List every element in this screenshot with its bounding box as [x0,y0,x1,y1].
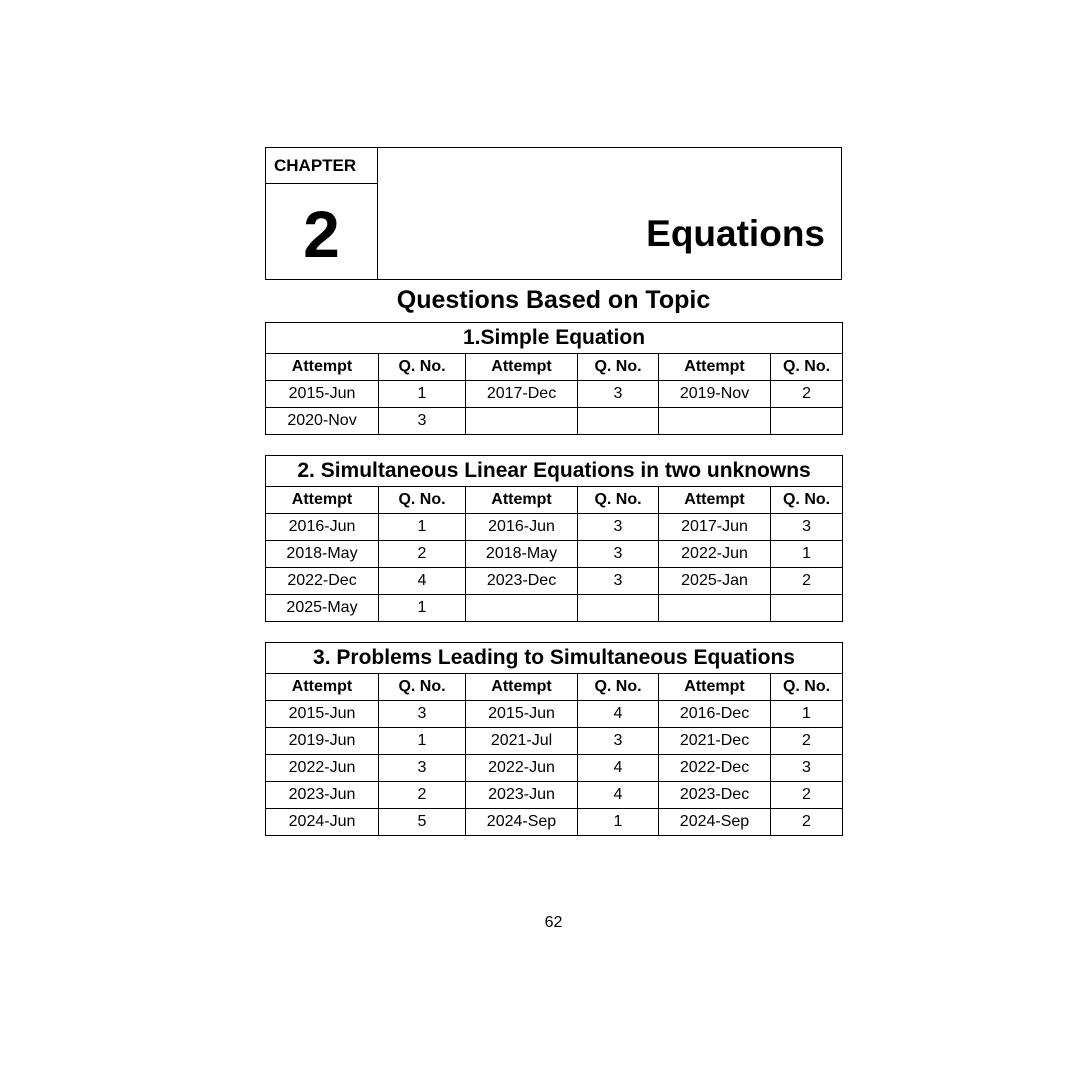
table-problems-simultaneous-equations [265,642,843,836]
column-header-attempt: Attempt [266,487,379,514]
table-row [266,595,843,622]
table-row [266,568,843,595]
table-row [266,809,843,836]
attempt-cell: 2023-Jun [266,782,379,809]
question-number-cell: 2 [379,541,466,568]
attempt-cell: 2022-Jun [266,755,379,782]
table-simultaneous-linear-equations [265,455,843,622]
attempt-cell: 2020-Nov [266,408,379,435]
column-header-attempt: Attempt [266,674,379,701]
attempt-cell: 2022-Jun [659,541,771,568]
table-row [266,408,843,435]
attempt-cell: 2023-Dec [659,782,771,809]
attempt-cell: 2018-May [466,541,578,568]
question-number-cell: 3 [578,568,659,595]
table-row [266,701,843,728]
column-header-attempt: Attempt [659,487,771,514]
attempt-cell: 2025-Jan [659,568,771,595]
question-number-cell: 3 [379,408,466,435]
chapter-title: Equations [646,212,825,254]
column-header-qno: Q. No. [578,487,659,514]
attempt-cell: 2024-Jun [266,809,379,836]
column-header-attempt: Attempt [466,487,578,514]
column-header-qno: Q. No. [379,674,466,701]
column-header-qno: Q. No. [771,487,843,514]
question-number-cell: 3 [578,381,659,408]
question-number-cell [578,408,659,435]
question-number-cell: 3 [578,514,659,541]
attempt-cell: 2024-Sep [659,809,771,836]
column-header-qno: Q. No. [771,674,843,701]
column-header-attempt: Attempt [266,354,379,381]
question-number-cell: 2 [771,381,843,408]
attempt-cell [659,408,771,435]
column-header-attempt: Attempt [466,674,578,701]
table-row [266,514,843,541]
question-number-cell: 1 [379,381,466,408]
column-header-qno: Q. No. [379,487,466,514]
question-number-cell: 4 [578,701,659,728]
topic-heading: Questions Based on Topic [396,286,711,314]
column-header-attempt: Attempt [466,354,578,381]
table-simple-equation [265,322,843,435]
chapter-number: 2 [303,196,340,271]
attempt-cell: 2023-Jun [466,782,578,809]
question-number-cell: 1 [578,809,659,836]
table-title: 3. Problems Leading to Simultaneous Equations [266,643,843,674]
attempt-cell: 2021-Jul [466,728,578,755]
attempt-cell: 2015-Jun [266,701,379,728]
attempt-cell: 2017-Jun [659,514,771,541]
attempt-cell: 2015-Jun [466,701,578,728]
column-header-qno: Q. No. [578,354,659,381]
table-row [266,381,843,408]
question-number-cell: 2 [379,782,466,809]
chapter-header [265,147,842,280]
column-header-qno: Q. No. [379,354,466,381]
column-header-attempt: Attempt [659,354,771,381]
question-number-cell: 1 [379,595,466,622]
attempt-cell: 2024-Sep [466,809,578,836]
question-number-cell: 3 [379,701,466,728]
question-number-cell: 4 [578,782,659,809]
question-number-cell: 1 [771,541,843,568]
question-number-cell: 1 [771,701,843,728]
table-row [266,755,843,782]
attempt-cell [659,595,771,622]
question-number-cell: 2 [771,782,843,809]
attempt-cell: 2015-Jun [266,381,379,408]
question-number-cell: 5 [379,809,466,836]
question-number-cell: 3 [771,755,843,782]
attempt-cell: 2019-Nov [659,381,771,408]
question-number-cell: 3 [379,755,466,782]
question-number-cell: 3 [578,728,659,755]
question-number-cell: 4 [379,568,466,595]
question-number-cell: 2 [771,728,843,755]
attempt-cell: 2017-Dec [466,381,578,408]
attempt-cell: 2022-Jun [466,755,578,782]
attempt-cell: 2022-Dec [266,568,379,595]
question-number-cell: 1 [379,514,466,541]
chapter-label: CHAPTER [266,148,377,184]
question-number-cell: 4 [578,755,659,782]
attempt-cell: 2018-May [266,541,379,568]
table-row [266,782,843,809]
chapter-left-panel [266,148,378,279]
attempt-cell [466,408,578,435]
question-number-cell: 3 [771,514,843,541]
question-number-cell: 2 [771,568,843,595]
column-header-qno: Q. No. [771,354,843,381]
attempt-cell: 2021-Dec [659,728,771,755]
table-title: 2. Simultaneous Linear Equations in two unknowns [266,456,843,487]
attempt-cell: 2019-Jun [266,728,379,755]
attempt-cell: 2025-May [266,595,379,622]
attempt-cell: 2022-Dec [659,755,771,782]
column-header-attempt: Attempt [659,674,771,701]
attempt-cell: 2023-Dec [466,568,578,595]
question-number-cell [578,595,659,622]
question-number-cell [771,595,843,622]
attempt-cell: 2016-Jun [266,514,379,541]
table-row [266,728,843,755]
question-number-cell: 2 [771,809,843,836]
column-header-qno: Q. No. [578,674,659,701]
question-number-cell [771,408,843,435]
question-number-cell: 3 [578,541,659,568]
chapter-title-panel [378,148,841,279]
table-row [266,541,843,568]
question-number-cell: 1 [379,728,466,755]
page-number: 62 [544,914,563,931]
attempt-cell: 2016-Dec [659,701,771,728]
table-title: 1.Simple Equation [266,323,843,354]
attempt-cell [466,595,578,622]
attempt-cell: 2016-Jun [466,514,578,541]
